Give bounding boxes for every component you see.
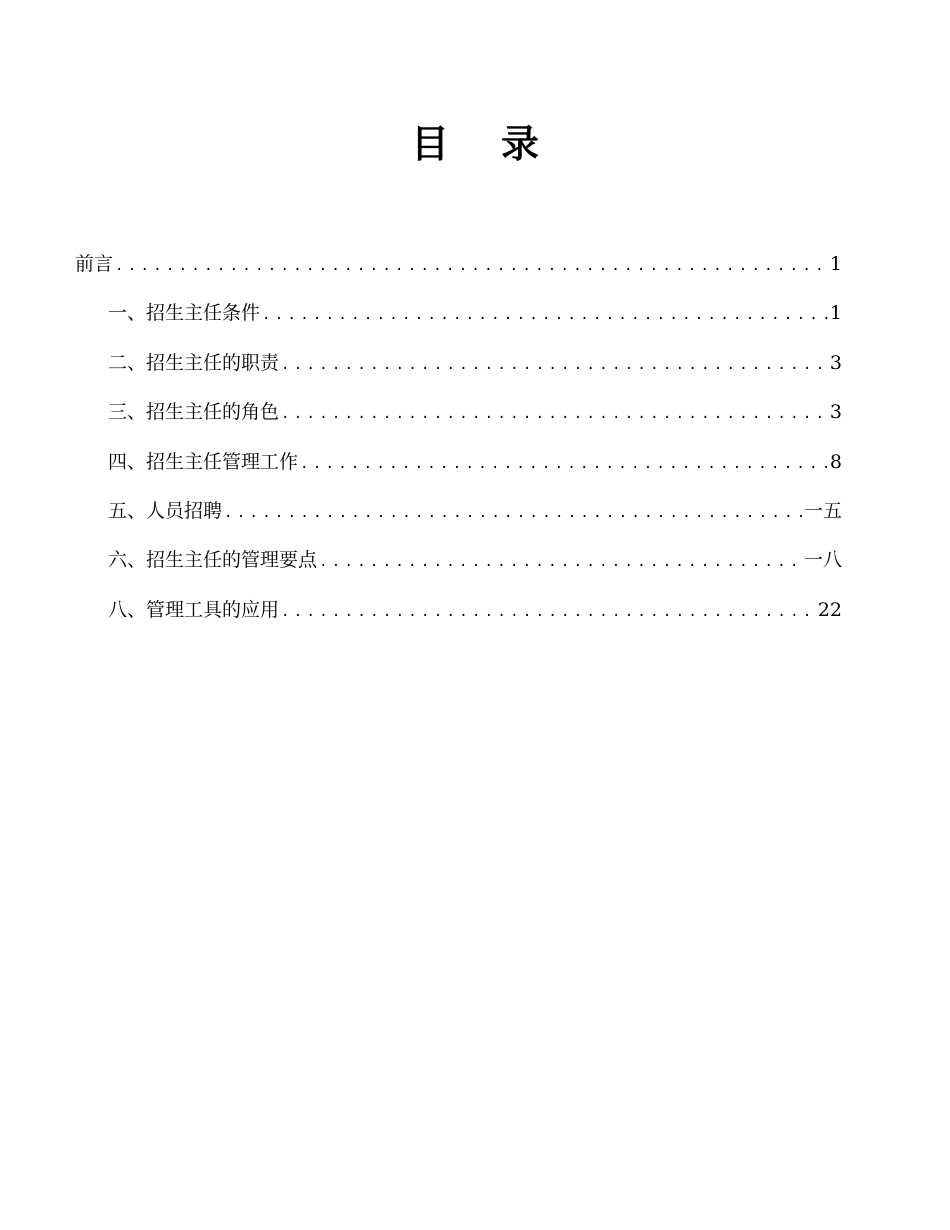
toc-entry-label: 八、管理工具的应用	[108, 598, 280, 621]
toc-entry-section-1[interactable]	[75, 294, 842, 343]
toc-dot-leader	[281, 395, 828, 433]
toc-dot-leader	[300, 445, 828, 483]
toc-dot-leader	[319, 543, 802, 581]
toc-page-number: 3	[829, 351, 842, 374]
toc-page-number: 8	[829, 450, 842, 473]
toc-entry-label: 二、招生主任的职责	[108, 351, 280, 374]
toc-entry-section-8[interactable]	[75, 591, 842, 640]
toc-page-number: 3	[829, 401, 842, 424]
page-title: 目录	[410, 121, 591, 166]
toc-entry-section-2[interactable]	[75, 344, 842, 393]
table-of-contents	[75, 245, 842, 640]
toc-entry-label: 一、招生主任条件	[108, 302, 261, 325]
toc-page-number: 一八	[803, 549, 842, 572]
toc-entry-section-6[interactable]	[75, 541, 842, 590]
toc-dot-leader	[262, 296, 828, 334]
toc-dot-leader	[281, 346, 828, 384]
toc-page-number: 1	[829, 302, 842, 325]
toc-entry-label: 六、招生主任的管理要点	[108, 549, 318, 572]
toc-dot-leader	[281, 593, 816, 631]
toc-page-number: 一五	[803, 499, 842, 522]
toc-entry-label: 前言	[75, 253, 114, 275]
toc-entry-section-3[interactable]	[75, 393, 842, 442]
toc-dot-leader	[115, 247, 828, 285]
toc-page-number: 22	[817, 598, 842, 621]
toc-entry-section-5[interactable]	[75, 492, 842, 541]
toc-page-number: 1	[829, 253, 842, 275]
toc-entry-label: 四、招生主任管理工作	[108, 450, 299, 473]
toc-dot-leader	[224, 494, 802, 532]
toc-entry-preface[interactable]	[75, 245, 842, 294]
toc-entry-section-4[interactable]	[75, 443, 842, 492]
toc-entry-label: 三、招生主任的角色	[108, 401, 280, 424]
toc-entry-label: 五、人员招聘	[108, 499, 223, 522]
